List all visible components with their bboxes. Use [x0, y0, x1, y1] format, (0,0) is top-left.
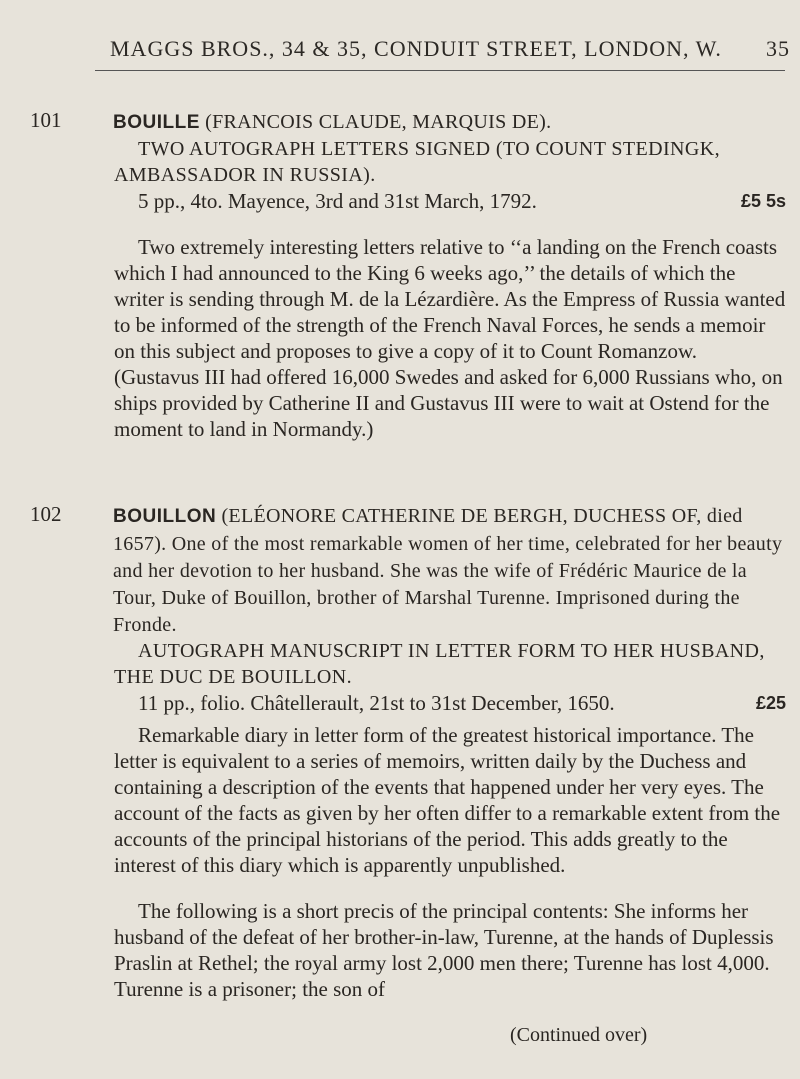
entry-paragraph: Remarkable diary in letter form of the greatest historical importance. The letter is equivalent to a series of memoirs, written daily by the Duchess and containing a description of the events that happened under her very eyes. The account of the facts as given by her often differ to a remarkable extent from the accounts of the principal historians of the period. This adds greatly to the interest of this diary which is apparently unpublished.	[114, 723, 781, 877]
running-title: MAGGS BROS., 34 & 35, CONDUIT STREET, LONDON, W.	[110, 36, 722, 61]
entry-heading	[113, 502, 786, 638]
entry-heading	[113, 108, 786, 136]
item-description: TWO AUTOGRAPH LETTERS SIGNED (TO COUNT STEDINGK, AMBASSADOR IN RUSSIA).	[114, 138, 720, 186]
entry-number: 102	[30, 502, 62, 526]
item-description: AUTOGRAPH MANUSCRIPT IN LETTER FORM TO HER HUSBAND, THE DUC DE BOUILLON.	[114, 640, 765, 688]
entry-paragraph: The following is a short precis of the principal contents: She informs her husband of the defeat of her brother-in-law, Turenne, at the hands of Duplessis Praslin at Rethel; the royal army lost 2,000 men there; Turenne has lost 4,000. Turenne is a prisoner; the son of	[114, 899, 774, 1001]
item-price: £5 5s	[740, 191, 786, 211]
catalogue-entry-102	[30, 502, 790, 1002]
entry-name: BOUILLON	[113, 506, 217, 527]
item-physical-description: 5 pp., 4to. Mayence, 3rd and 31st March, 1792.	[138, 189, 537, 213]
entry-paragraph: Two extremely interesting letters relative to ‘‘a landing on the French coasts which I had announced to the King 6 weeks ago,’’ the details of which the writer is sending through M. de la Lézardière. As the Empress of Russia wanted to be informed of the strength of the French Naval Forces, he sends a memoir on this subject and proposes to give a copy of it to Count Romanzow. (Gustavus III had offered 16,000 Swedes and asked for 6,000 Russians who, on ships provided by Catherine II and Gustavus III were to wait at Ostend for the moment to land in Normandy.)	[114, 235, 786, 441]
item-detail	[114, 188, 786, 214]
header-rule	[95, 70, 785, 71]
entry-name: BOUILLE	[113, 112, 200, 133]
page-number: 35	[766, 36, 790, 61]
item-physical-description: 11 pp., folio. Châtellerault, 21st to 31st December, 1650.	[138, 691, 615, 715]
continued-note: (Continued over)	[510, 1024, 648, 1046]
catalogue-entry-101	[30, 108, 790, 442]
entry-number: 101	[30, 108, 62, 132]
page-header	[110, 36, 790, 62]
entry-title: (FRANCOIS CLAUDE, MARQUIS DE).	[205, 111, 552, 133]
item-price: £25	[755, 693, 786, 713]
item-detail	[114, 690, 786, 716]
entry-title: (ELÉONORE CATHERINE DE BERGH, DUCHESS OF, died 1657). One of the most remarkable women of her time, celebrated for her beauty and her devotion to her husband. She was the wife of Frédéric Maurice de la Tour, Duke of Bouillon, brother of Marshal Turenne. Imprisoned during the Fronde.	[113, 505, 783, 636]
